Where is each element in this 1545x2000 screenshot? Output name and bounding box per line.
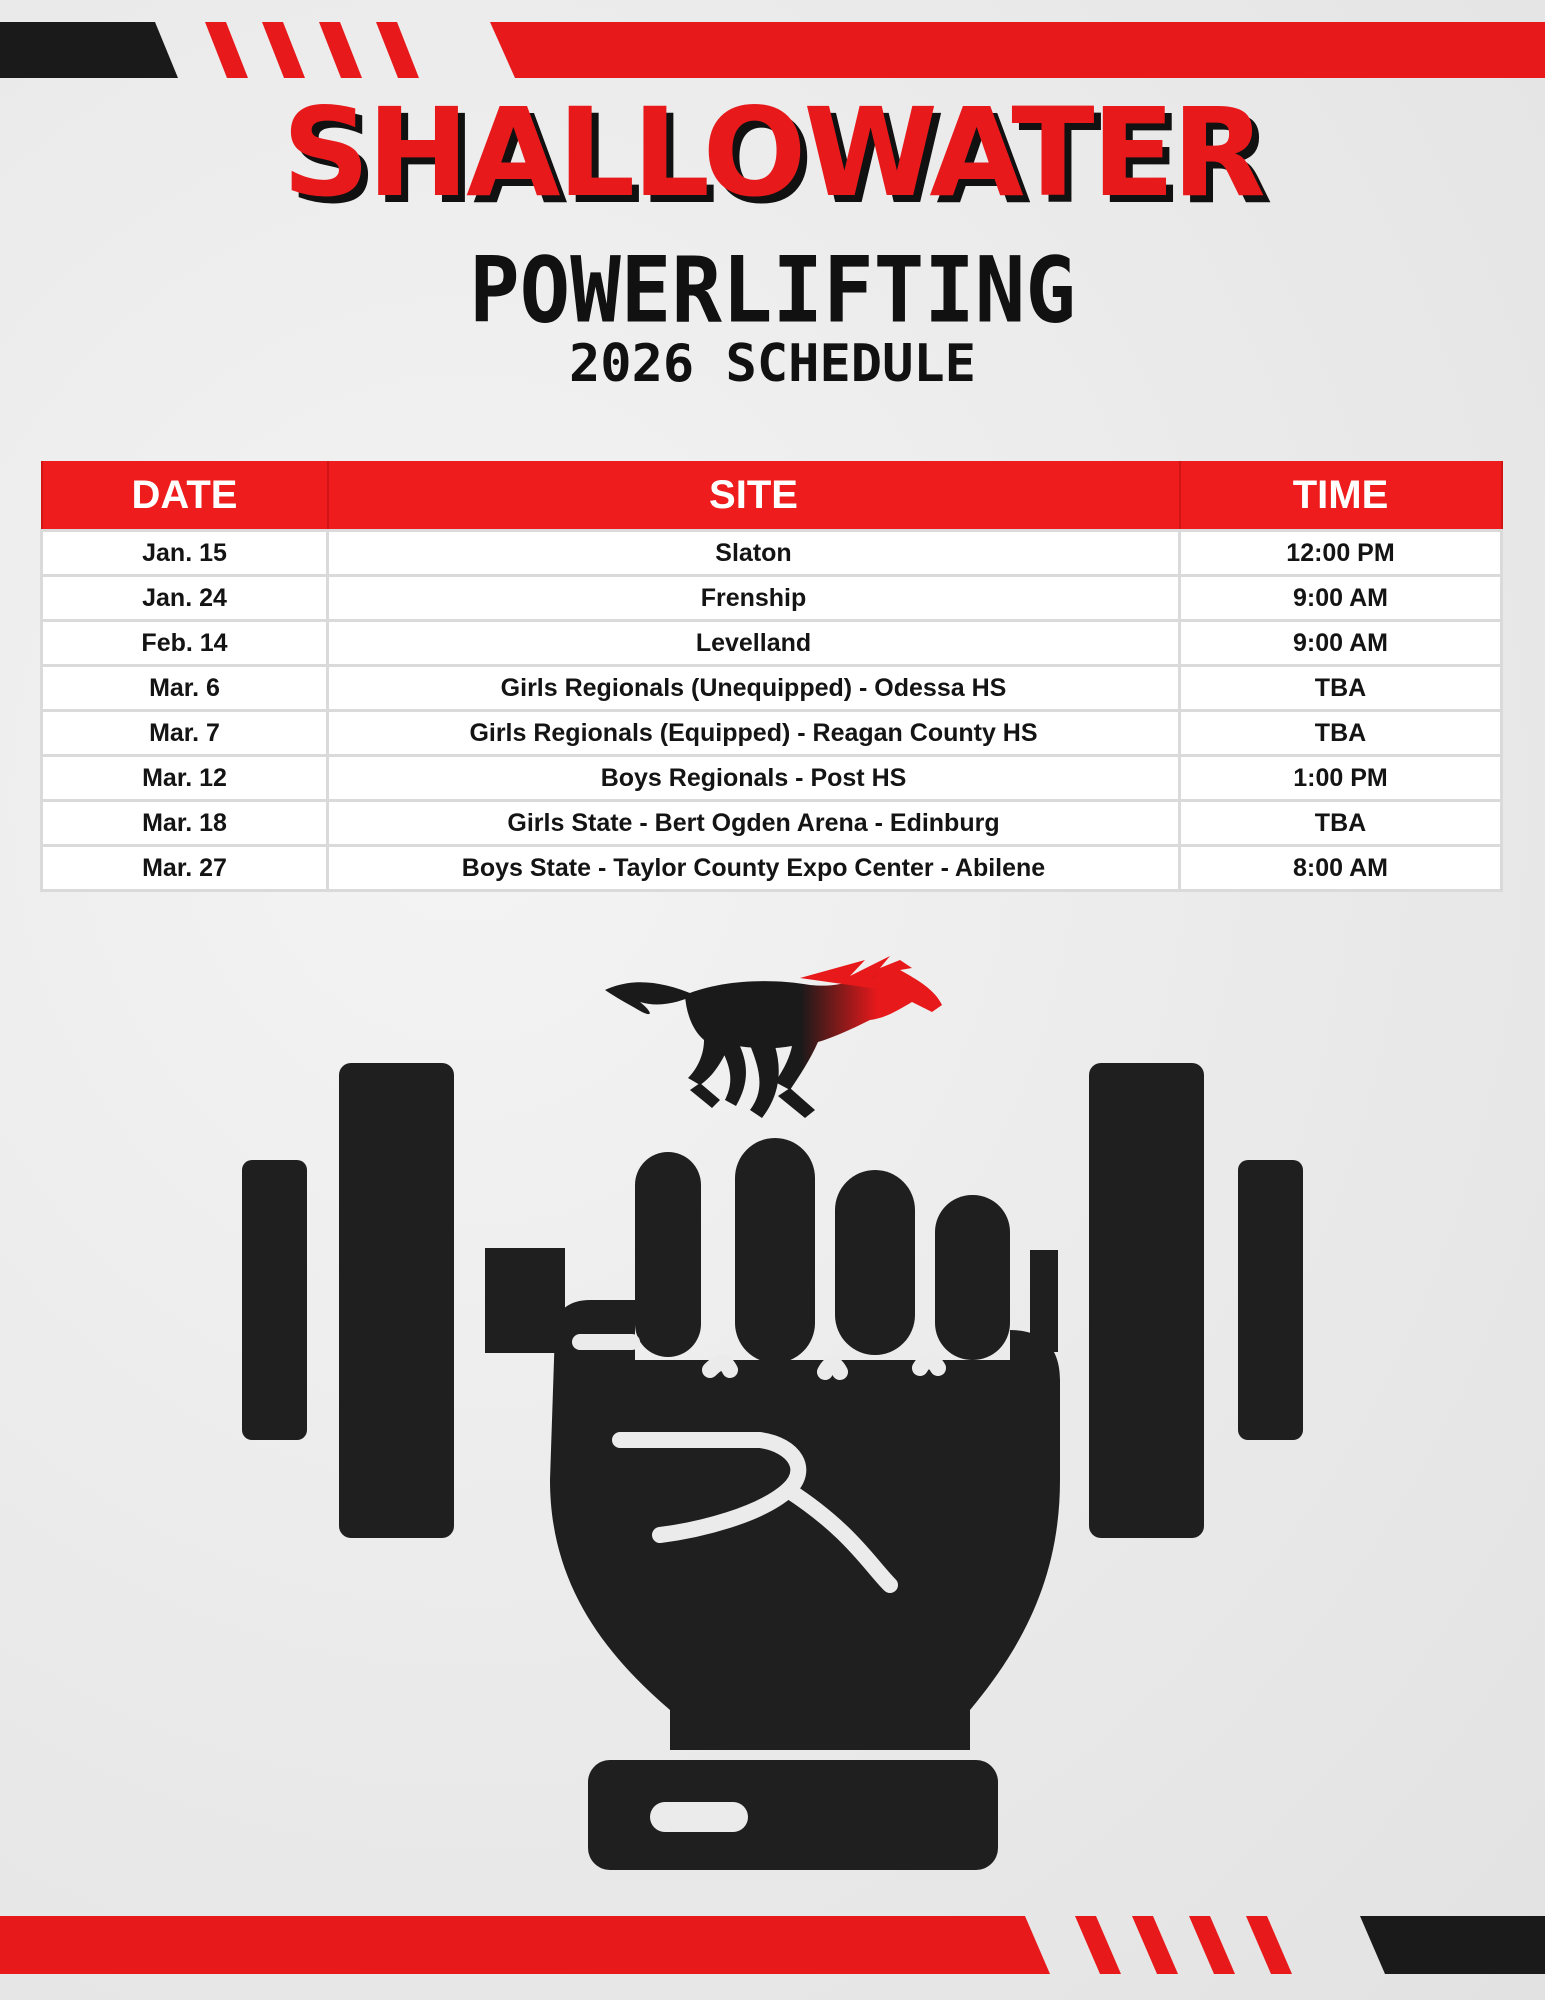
cell-date: Jan. 24 bbox=[42, 576, 328, 621]
cell-time: 9:00 AM bbox=[1180, 621, 1502, 666]
bottom-stripe-decoration bbox=[0, 1916, 1545, 2000]
cell-time: TBA bbox=[1180, 666, 1502, 711]
fist-dumbbell-icon bbox=[240, 1060, 1305, 1870]
cell-site: Slaton bbox=[328, 531, 1180, 576]
table-row bbox=[42, 801, 1502, 846]
cell-site: Girls Regionals (Unequipped) - Odessa HS bbox=[328, 666, 1180, 711]
table-row bbox=[42, 621, 1502, 666]
cell-time: 12:00 PM bbox=[1180, 531, 1502, 576]
cell-time: 9:00 AM bbox=[1180, 576, 1502, 621]
cell-date: Mar. 6 bbox=[42, 666, 328, 711]
cell-date: Jan. 15 bbox=[42, 531, 328, 576]
column-header-date: DATE bbox=[42, 461, 328, 531]
table-row bbox=[42, 531, 1502, 576]
table-row bbox=[42, 711, 1502, 756]
cell-site: Girls Regionals (Equipped) - Reagan County HS bbox=[328, 711, 1180, 756]
table-row bbox=[42, 666, 1502, 711]
cell-time: TBA bbox=[1180, 711, 1502, 756]
sport-title: POWERLIFTING bbox=[469, 237, 1076, 343]
cell-site: Girls State - Bert Ogden Arena - Edinburg bbox=[328, 801, 1180, 846]
cell-date: Mar. 27 bbox=[42, 846, 328, 891]
table-row bbox=[42, 846, 1502, 891]
cell-site: Frenship bbox=[328, 576, 1180, 621]
school-title: SHALLOWATER bbox=[282, 82, 1263, 224]
table-row bbox=[42, 756, 1502, 801]
table-row bbox=[42, 576, 1502, 621]
cell-date: Feb. 14 bbox=[42, 621, 328, 666]
schedule-table bbox=[40, 461, 1503, 892]
cell-time: 8:00 AM bbox=[1180, 846, 1502, 891]
cell-site: Boys State - Taylor County Expo Center - Abilene bbox=[328, 846, 1180, 891]
season-subtitle: 2026 SCHEDULE bbox=[569, 334, 976, 394]
cell-time: 1:00 PM bbox=[1180, 756, 1502, 801]
cell-site: Boys Regionals - Post HS bbox=[328, 756, 1180, 801]
cell-date: Mar. 18 bbox=[42, 801, 328, 846]
cell-site: Levelland bbox=[328, 621, 1180, 666]
column-header-site: SITE bbox=[328, 461, 1180, 531]
column-header-time: TIME bbox=[1180, 461, 1502, 531]
cell-date: Mar. 12 bbox=[42, 756, 328, 801]
cell-date: Mar. 7 bbox=[42, 711, 328, 756]
cell-time: TBA bbox=[1180, 801, 1502, 846]
top-stripe-decoration bbox=[0, 0, 1545, 80]
table-header-row bbox=[42, 461, 1502, 531]
